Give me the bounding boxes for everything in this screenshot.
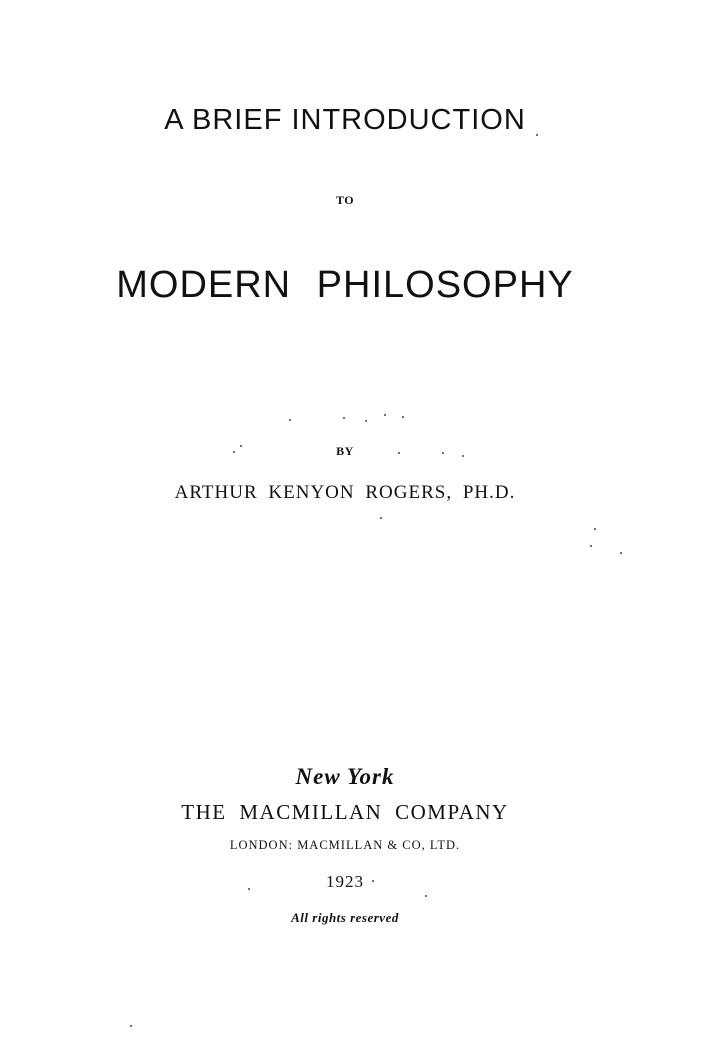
scan-speck xyxy=(289,419,291,421)
scan-speck xyxy=(402,416,404,418)
book-title-main: MODERN PHILOSOPHY xyxy=(116,264,574,306)
scan-speck xyxy=(398,452,400,454)
scan-speck xyxy=(590,545,592,547)
scan-speck xyxy=(384,414,386,416)
scan-speck xyxy=(372,880,374,882)
scan-speck xyxy=(130,1025,132,1027)
publication-place: New York xyxy=(295,764,395,789)
scan-speck xyxy=(365,420,367,422)
book-title-top: A BRIEF INTRODUCTION xyxy=(164,104,526,136)
rights-notice: All rights reserved xyxy=(291,910,399,925)
scan-speck xyxy=(380,517,382,519)
scan-speck xyxy=(248,888,250,890)
by-label: BY xyxy=(336,444,354,458)
london-imprint: LONDON: MACMILLAN & CO, LTD. xyxy=(229,838,461,852)
publication-year: 1923 xyxy=(326,872,364,891)
scan-speck xyxy=(343,417,345,419)
to-label: TO xyxy=(335,193,355,207)
scan-speck xyxy=(425,895,427,897)
author-name: ARTHUR KENYON ROGERS, PH.D. xyxy=(174,482,516,503)
scan-speck xyxy=(536,134,538,136)
publisher-name: THE MACMILLAN COMPANY xyxy=(181,800,509,824)
scan-speck xyxy=(462,455,464,457)
scan-speck xyxy=(240,445,242,447)
scan-speck xyxy=(594,528,596,530)
scan-speck xyxy=(442,452,444,454)
scan-speck xyxy=(620,552,622,554)
scan-speck xyxy=(233,451,235,453)
